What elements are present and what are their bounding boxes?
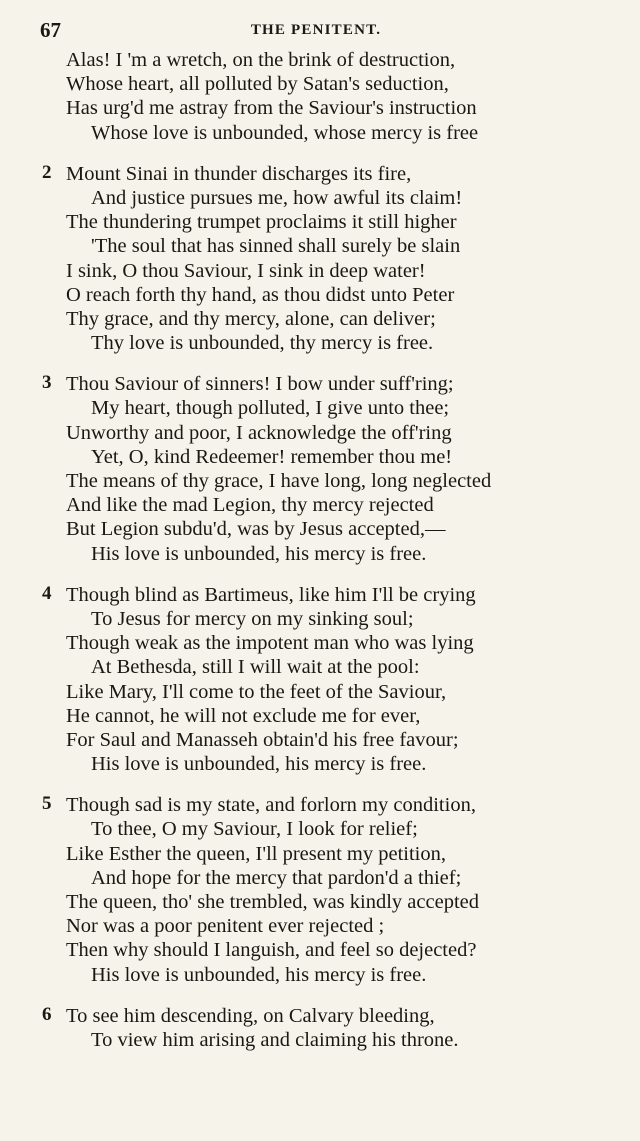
page-number: 67 (40, 18, 61, 42)
verse-line: Like Esther the queen, I'll present my petition, (66, 842, 446, 865)
verse-line: Unworthy and poor, I acknowledge the off'ring (66, 421, 452, 444)
stanza (0, 1004, 640, 1052)
verse-line: My heart, though polluted, I give unto thee; (91, 397, 450, 420)
verse-line: Though sad is my state, and forlorn my condition, (66, 794, 476, 817)
stanza-number: 4 (42, 582, 52, 604)
verse-line: His love is unbounded, his mercy is free. (91, 963, 427, 986)
verse-line: At Bethesda, still I will wait at the pool: (91, 656, 420, 679)
verse-line: His love is unbounded, his mercy is free. (91, 542, 427, 565)
verse-line: His love is unbounded, his mercy is free. (91, 753, 427, 776)
stanza (0, 793, 640, 987)
stanza-number: 6 (42, 1003, 52, 1025)
verse-line: Alas! I 'm a wretch, on the brink of destruction, (66, 49, 456, 71)
verse-line: 'The soul that has sinned shall surely be slain (91, 235, 461, 258)
verse-line: But Legion subdu'd, was by Jesus accepted,— (66, 518, 446, 541)
verse-line: To view him arising and claiming his throne. (91, 1028, 459, 1051)
hymn-text (0, 48, 640, 1069)
stanza (0, 372, 640, 566)
verse-line: The queen, tho' she trembled, was kindly accepted (66, 891, 479, 913)
verse-line: Thy love is unbounded, thy mercy is free. (91, 332, 434, 355)
verse-line: And like the mad Legion, thy mercy rejected (66, 494, 434, 517)
verse-line: I sink, O thou Saviour, I sink in deep water! (66, 259, 426, 282)
verse-line: And justice pursues me, how awful its claim! (91, 186, 463, 209)
verse-line: Mount Sinai in thunder discharges its fire, (66, 162, 412, 185)
verse-line: To see him descending, on Calvary bleeding, (66, 1004, 435, 1027)
stanza (0, 162, 640, 356)
verse-line: For Saul and Manasseh obtain'd his free favour; (66, 728, 459, 751)
stanza (0, 583, 640, 777)
stanza-number: 3 (42, 372, 52, 394)
verse-line: Whose heart, all polluted by Satan's seduction, (66, 73, 449, 96)
verse-line: To Jesus for mercy on my sinking soul; (91, 607, 414, 630)
stanza-number: 5 (42, 793, 52, 815)
page-header (36, 18, 596, 48)
verse-line: Though blind as Bartimeus, like him I'll be crying (66, 583, 476, 606)
verse-line: Then why should I languish, and feel so dejected? (66, 939, 477, 962)
verse-line: Thy grace, and thy mercy, alone, can deliver; (66, 307, 436, 330)
verse-line: Thou Saviour of sinners! I bow under suff'ring; (66, 373, 454, 396)
verse-line: Has urg'd me astray from the Saviour's instruction (66, 97, 477, 120)
stanza-number: 2 (42, 161, 52, 183)
running-title: THE PENITENT. (250, 22, 382, 38)
verse-line: Nor was a poor penitent ever rejected ; (66, 915, 385, 938)
verse-line: Though weak as the impotent man who was lying (66, 632, 474, 655)
verse-line: The thundering trumpet proclaims it still higher (66, 211, 457, 234)
verse-line: O reach forth thy hand, as thou didst unto Peter (66, 283, 455, 306)
verse-line: Yet, O, kind Redeemer! remember thou me! (91, 445, 453, 468)
verse-line: Like Mary, I'll come to the feet of the Saviour, (66, 680, 447, 703)
stanza (0, 48, 640, 145)
verse-line: To thee, O my Saviour, I look for relief; (91, 818, 418, 841)
verse-line: The means of thy grace, I have long, long neglected (66, 470, 492, 492)
verse-line: He cannot, he will not exclude me for ever, (66, 704, 421, 727)
verse-line: And hope for the mercy that pardon'd a thief; (91, 866, 462, 889)
verse-line: Whose love is unbounded, whose mercy is free (91, 121, 479, 144)
